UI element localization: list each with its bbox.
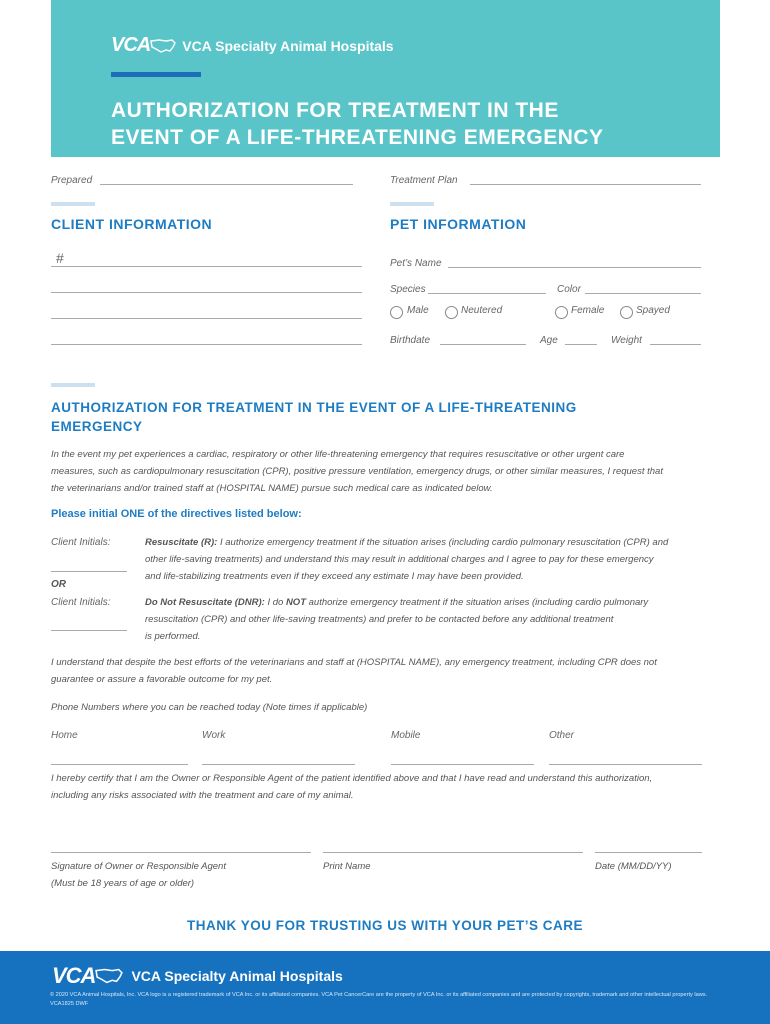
header-banner — [51, 0, 720, 157]
certify-paragraph — [51, 770, 751, 804]
auth-title-line-2: EMERGENCY — [51, 419, 143, 434]
dnr-heading: Do Not Resuscitate (DNR): — [145, 597, 265, 608]
section-divider — [51, 202, 95, 206]
intro-paragraph — [51, 446, 731, 497]
thank-you-message: THANK YOU FOR TRUSTING US WITH YOUR PET’S CARE — [186, 918, 584, 933]
dnr-text: I do — [264, 597, 286, 608]
work-phone-field[interactable] — [202, 764, 355, 765]
weight-field[interactable] — [650, 344, 701, 345]
intro-line: measures, such as cardiopulmonary resuscitation (CPR), positive pressure ventilation, emergency drugs, or other similar measures, I request that — [51, 466, 663, 477]
footer-banner — [0, 951, 770, 1024]
resuscitate-text: other life-saving treatments) and understand this may result in additional charges and I agree to pay for these emergency — [145, 554, 654, 565]
spayed-label: Spayed — [636, 305, 670, 316]
prepared-field[interactable] — [100, 184, 353, 185]
footer-brand-name: VCA Specialty Animal Hospitals — [131, 968, 343, 984]
species-label: Species — [390, 284, 426, 295]
section-divider — [390, 202, 434, 206]
age-label: Age — [540, 335, 558, 346]
print-name-field[interactable] — [323, 852, 583, 853]
male-radio[interactable] — [390, 306, 403, 319]
other-phone-field[interactable] — [549, 764, 702, 765]
client-initials-label-1: Client Initials: — [51, 537, 111, 548]
client-field-4[interactable] — [51, 344, 362, 345]
birthdate-field[interactable] — [440, 344, 526, 345]
resuscitate-heading: Resuscitate (R): — [145, 537, 218, 548]
authorization-title — [51, 398, 577, 436]
work-phone-label: Work — [202, 730, 226, 741]
title-line-1: AUTHORIZATION FOR TREATMENT IN THE — [111, 99, 559, 122]
treatment-plan-label: Treatment Plan — [390, 175, 458, 186]
signature-label-block — [51, 858, 226, 892]
weight-label: Weight — [611, 335, 642, 346]
mobile-phone-field[interactable] — [391, 764, 534, 765]
client-initials-label-2: Client Initials: — [51, 597, 111, 608]
client-field-3[interactable] — [51, 318, 362, 319]
legal-text — [50, 991, 730, 1009]
page-title — [111, 97, 711, 151]
dnr-text: is performed. — [145, 631, 201, 642]
date-label: Date (MM/DD/YY) — [595, 861, 672, 872]
intro-line: the veterinarians and/or trained staff at (HOSPITAL NAME) pursue such medical care as indicated below. — [51, 483, 493, 494]
prepared-label: Prepared — [51, 175, 93, 186]
brand-name: VCA Specialty Animal Hospitals — [182, 37, 394, 54]
intro-line: In the event my pet experiences a cardiac, respiratory or other life-threatening emergency that requires resuscitative or other urgent care — [51, 449, 625, 460]
species-field[interactable] — [428, 293, 546, 294]
neutered-label: Neutered — [461, 305, 503, 316]
resuscitate-text: and life-stabilizing treatments even if they exceed any estimate I may have been provided. — [145, 571, 524, 582]
copyright-notice: © 2020 VCA Animal Hospitals, Inc. VCA logo is a registered trademark of VCA Inc. or its affiliated companies. VCA Pet CancerCare are the property of VCA Inc. or its affiliated companies and are protected by copyrights, trademark and other intellectual property laws. — [50, 992, 708, 998]
title-line-2: EVENT OF A LIFE-THREATENING EMERGENCY — [111, 126, 604, 149]
color-field[interactable] — [585, 293, 701, 294]
certify-line: I hereby certify that I am the Owner or Responsible Agent of the patient identified above and that I have read and understand this authorization, — [51, 773, 653, 784]
resuscitate-paragraph — [145, 534, 725, 585]
female-label: Female — [571, 305, 605, 316]
client-number-label: # — [56, 250, 64, 266]
client-field-2[interactable] — [51, 292, 362, 293]
resuscitate-initials-field[interactable] — [51, 571, 127, 572]
dnr-not: NOT — [285, 597, 306, 608]
signature-note: (Must be 18 years of age or older) — [51, 878, 195, 889]
age-field[interactable] — [565, 344, 597, 345]
auth-title-line-1: AUTHORIZATION FOR TREATMENT IN THE EVENT OF A LIFE-THREATENING — [51, 400, 577, 415]
home-phone-field[interactable] — [51, 764, 188, 765]
neutered-radio[interactable] — [445, 306, 458, 319]
dnr-text: resuscitation (CPR) and other life-saving treatments) and prefer to be contacted before any additional treatment — [145, 614, 614, 625]
signature-label: Signature of Owner or Responsible Agent — [51, 861, 226, 872]
dnr-initials-field[interactable] — [51, 630, 127, 631]
understand-paragraph — [51, 654, 741, 688]
us-map-icon — [95, 967, 123, 985]
mobile-phone-label: Mobile — [391, 730, 421, 741]
phone-intro: Phone Numbers where you can be reached today (Note times if applicable) — [51, 702, 368, 713]
pet-name-label: Pet’s Name — [390, 258, 442, 269]
signature-field[interactable] — [51, 852, 311, 853]
understand-line: I understand that despite the best efforts of the veterinarians and staff at (HOSPITAL NAME), any emergency treatment, including CPR does not — [51, 657, 657, 668]
certify-line: including any risks associated with the treatment and care of my animal. — [51, 790, 354, 801]
dnr-paragraph — [145, 594, 725, 645]
footer-vca-logo — [52, 963, 343, 989]
vca-logo — [111, 34, 394, 57]
client-number-field[interactable] — [51, 266, 362, 267]
male-label: Male — [407, 305, 429, 316]
us-map-icon — [150, 38, 176, 54]
female-radio[interactable] — [555, 306, 568, 319]
dnr-text: authorize emergency treatment if the situation arises (including cardio pulmonary — [306, 597, 649, 608]
other-phone-label: Other — [549, 730, 575, 741]
client-info-title: CLIENT INFORMATION — [51, 216, 213, 232]
color-label: Color — [557, 284, 581, 295]
resuscitate-text: I authorize emergency treatment if the situation arises (including cardio pulmonary resuscitation (CPR) and — [217, 537, 669, 548]
form-code: VCA1825 DWF — [50, 1001, 89, 1007]
pet-name-field[interactable] — [448, 267, 701, 268]
or-label: OR — [51, 579, 66, 590]
date-field[interactable] — [595, 852, 702, 853]
understand-line: guarantee or assure a favorable outcome for my pet. — [51, 674, 273, 685]
print-name-label: Print Name — [323, 861, 371, 872]
treatment-plan-field[interactable] — [470, 184, 701, 185]
spayed-radio[interactable] — [620, 306, 633, 319]
section-divider — [51, 383, 95, 387]
logo-wordmark: VCA — [111, 34, 151, 56]
home-phone-label: Home — [51, 730, 78, 741]
footer-logo-wordmark: VCA — [52, 963, 96, 988]
pet-info-title: PET INFORMATION — [390, 216, 527, 232]
directive-instruction: Please initial ONE of the directives listed below: — [51, 508, 302, 520]
birthdate-label: Birthdate — [390, 335, 431, 346]
accent-bar — [111, 72, 201, 77]
